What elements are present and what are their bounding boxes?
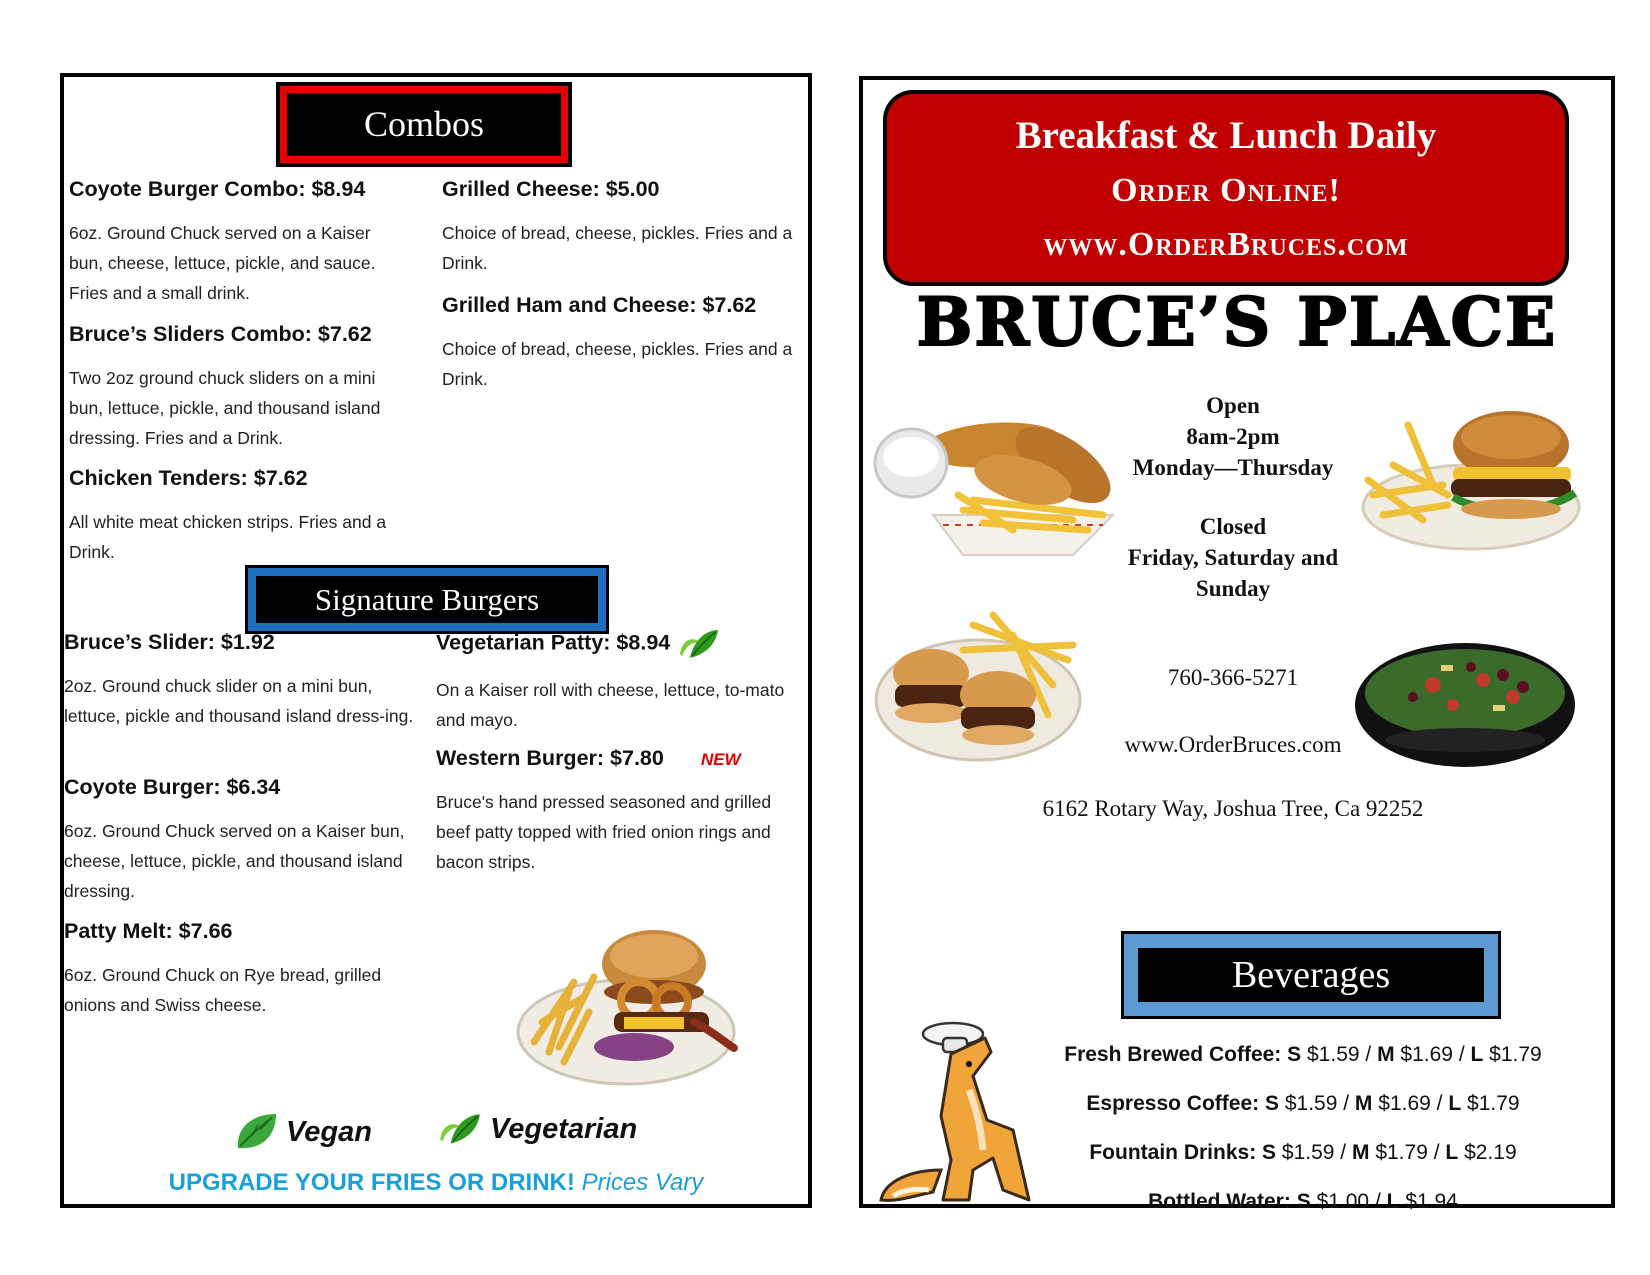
size-label: M bbox=[1354, 1092, 1373, 1115]
menu-item-coyote-burger-combo bbox=[69, 175, 409, 308]
size-label: S bbox=[1262, 1141, 1277, 1164]
item-description: All white meat chicken strips. Fries and a Drink. bbox=[69, 512, 387, 562]
size-label: L bbox=[1448, 1092, 1462, 1115]
signature-burgers-header-label: Signature Burgers bbox=[314, 582, 540, 617]
beverage-name: Bottled Water: bbox=[1148, 1190, 1291, 1213]
beverage-name: Espresso Coffee: bbox=[1086, 1092, 1260, 1115]
vegetarian-leaf-icon bbox=[676, 628, 720, 660]
beverage-row: Fresh Brewed Coffee: S $1.59 / M $1.69 / L $1.79 bbox=[1064, 1043, 1542, 1066]
size-label: M bbox=[1377, 1043, 1395, 1066]
hours-closed-days-2: Sunday bbox=[1195, 576, 1271, 601]
price: $1.79 bbox=[1375, 1141, 1428, 1164]
item-name: Grilled Ham and Cheese: $7.62 bbox=[442, 293, 757, 317]
price: $1.59 bbox=[1307, 1043, 1360, 1066]
size-label: S bbox=[1296, 1190, 1311, 1213]
beverage-name: Fountain Drinks: bbox=[1089, 1141, 1257, 1164]
address: 6162 Rotary Way, Joshua Tree, Ca 92252 bbox=[1042, 796, 1424, 821]
price: $1.69 bbox=[1378, 1092, 1431, 1115]
menu-item-coyote-burger bbox=[64, 773, 424, 906]
item-name: Western Burger: $7.80 bbox=[436, 746, 664, 770]
restaurant-name: BRUCE’S PLACE bbox=[916, 283, 1558, 361]
item-name: Bruce’s Sliders Combo: $7.62 bbox=[69, 322, 372, 346]
sliders-photo bbox=[873, 605, 1088, 765]
item-description: Choice of bread, cheese, pickles. Fries and a Drink. bbox=[442, 223, 793, 273]
item-name bbox=[436, 628, 791, 660]
vegan-leaf-icon bbox=[234, 1112, 278, 1152]
beverage-name: Fresh Brewed Coffee: bbox=[1064, 1043, 1282, 1066]
signature-burgers-header bbox=[248, 568, 606, 631]
menu-item-bruces-slider bbox=[64, 628, 414, 731]
menu-item-patty-melt bbox=[64, 917, 414, 1020]
item-description: 6oz. Ground Chuck on Rye bread, grilled onions and Swiss cheese. bbox=[64, 965, 382, 1015]
item-name: Chicken Tenders: $7.62 bbox=[69, 466, 308, 490]
right-menu-panel bbox=[859, 76, 1615, 1213]
menu-item-western-burger bbox=[436, 744, 798, 877]
hours-closed-days: Friday, Saturday and bbox=[1127, 545, 1339, 570]
vegetarian-leaf-icon bbox=[436, 1112, 482, 1146]
item-description: Bruce's hand pressed seasoned and grilled beef patty topped with fried onion rings and bacon strips. bbox=[436, 792, 772, 872]
item-description: 2oz. Ground chuck slider on a mini bun, lettuce, pickle and thousand island dress-ing. bbox=[64, 676, 414, 726]
item-name: Patty Melt: $7.66 bbox=[64, 919, 233, 943]
beverage-row: Espresso Coffee: S $1.59 / M $1.69 / L $1.79 bbox=[1086, 1092, 1520, 1115]
upgrade-note bbox=[64, 1169, 808, 1197]
western-burger-photo bbox=[514, 922, 744, 1092]
menu-item-vegetarian-patty bbox=[436, 628, 791, 735]
price: $1.69 bbox=[1400, 1043, 1453, 1066]
price: $1.79 bbox=[1489, 1043, 1542, 1066]
legend-vegan-label: Vegan bbox=[286, 1115, 372, 1148]
size-label: L bbox=[1445, 1141, 1459, 1164]
price: $2.19 bbox=[1464, 1141, 1517, 1164]
opening-hours bbox=[1083, 390, 1383, 604]
price: $1.79 bbox=[1467, 1092, 1520, 1115]
price: $1.00 bbox=[1316, 1190, 1370, 1213]
new-badge: NEW bbox=[701, 750, 741, 769]
upgrade-prices-vary: Prices Vary bbox=[581, 1169, 704, 1196]
hours-time: 8am-2pm bbox=[1186, 424, 1280, 449]
promo-website: www.OrderBruces.com bbox=[1043, 226, 1409, 263]
price: $1.59 bbox=[1281, 1141, 1335, 1164]
item-name: Coyote Burger: $6.34 bbox=[64, 775, 281, 799]
item-name: Bruce’s Slider: $1.92 bbox=[64, 630, 275, 654]
combos-header bbox=[280, 86, 568, 163]
size-label: M bbox=[1351, 1141, 1370, 1164]
item-name-text: Vegetarian Patty: $8.94 bbox=[436, 630, 671, 655]
item-description: Two 2oz ground chuck sliders on a mini bun, lettuce, pickle, and thousand island dressing. Fries and a Drink. bbox=[69, 368, 381, 448]
size-label: S bbox=[1264, 1092, 1279, 1115]
menu-item-chicken-tenders bbox=[69, 464, 414, 567]
promo-order-online: Order Online! bbox=[1111, 172, 1341, 209]
menu-item-grilled-ham-and-cheese bbox=[442, 291, 804, 394]
item-name: Coyote Burger Combo: $8.94 bbox=[69, 177, 366, 201]
item-description: On a Kaiser roll with cheese, lettuce, to-mato and mayo. bbox=[436, 680, 785, 730]
legend-vegetarian-label: Vegetarian bbox=[490, 1112, 638, 1145]
combos-header-label: Combos bbox=[363, 104, 485, 144]
price: $1.94 bbox=[1405, 1190, 1458, 1213]
item-description: Choice of bread, cheese, pickles. Fries and a Drink. bbox=[442, 339, 793, 389]
beverage-row: Bottled Water: S $1.00 / L $1.94 bbox=[1148, 1190, 1458, 1213]
item-name: Grilled Cheese: $5.00 bbox=[442, 177, 660, 201]
phone-number: 760-366-5271 bbox=[1167, 665, 1299, 690]
beverages-header-label: Beverages bbox=[1231, 954, 1391, 996]
hours-days: Monday—Thursday bbox=[1132, 455, 1334, 480]
size-label: S bbox=[1287, 1043, 1302, 1066]
item-description: 6oz. Ground Chuck served on a Kaiser bun, cheese, lettuce, pickle, and thousand island dressing. bbox=[64, 821, 405, 901]
promo-hours-line: Breakfast & Lunch Daily bbox=[1015, 114, 1437, 157]
hours-closed-label: Closed bbox=[1199, 514, 1267, 539]
menu-item-grilled-cheese bbox=[442, 175, 804, 278]
legend-vegan bbox=[234, 1112, 372, 1152]
item-description: 6oz. Ground Chuck served on a Kaiser bun, cheese, lettuce, pickle, and sauce. Fries and a small drink. bbox=[69, 223, 376, 303]
beverage-list bbox=[1013, 1030, 1593, 1226]
burger-fries-photo bbox=[1353, 405, 1583, 555]
hours-open-label: Open bbox=[1206, 393, 1260, 418]
size-label: L bbox=[1470, 1043, 1484, 1066]
menu-item-bruces-sliders-combo bbox=[69, 320, 414, 453]
website-link: www.OrderBruces.com bbox=[1124, 732, 1342, 757]
left-menu-panel bbox=[60, 73, 812, 1208]
beverages-header bbox=[1124, 934, 1498, 1016]
size-label: L bbox=[1386, 1190, 1400, 1213]
upgrade-main-text: UPGRADE YOUR FRIES OR DRINK! bbox=[168, 1169, 575, 1196]
promo-banner bbox=[883, 90, 1569, 286]
price: $1.59 bbox=[1284, 1092, 1338, 1115]
beverage-row: Fountain Drinks: S $1.59 / M $1.79 / L $2.19 bbox=[1089, 1141, 1517, 1164]
legend-vegetarian bbox=[436, 1112, 637, 1146]
